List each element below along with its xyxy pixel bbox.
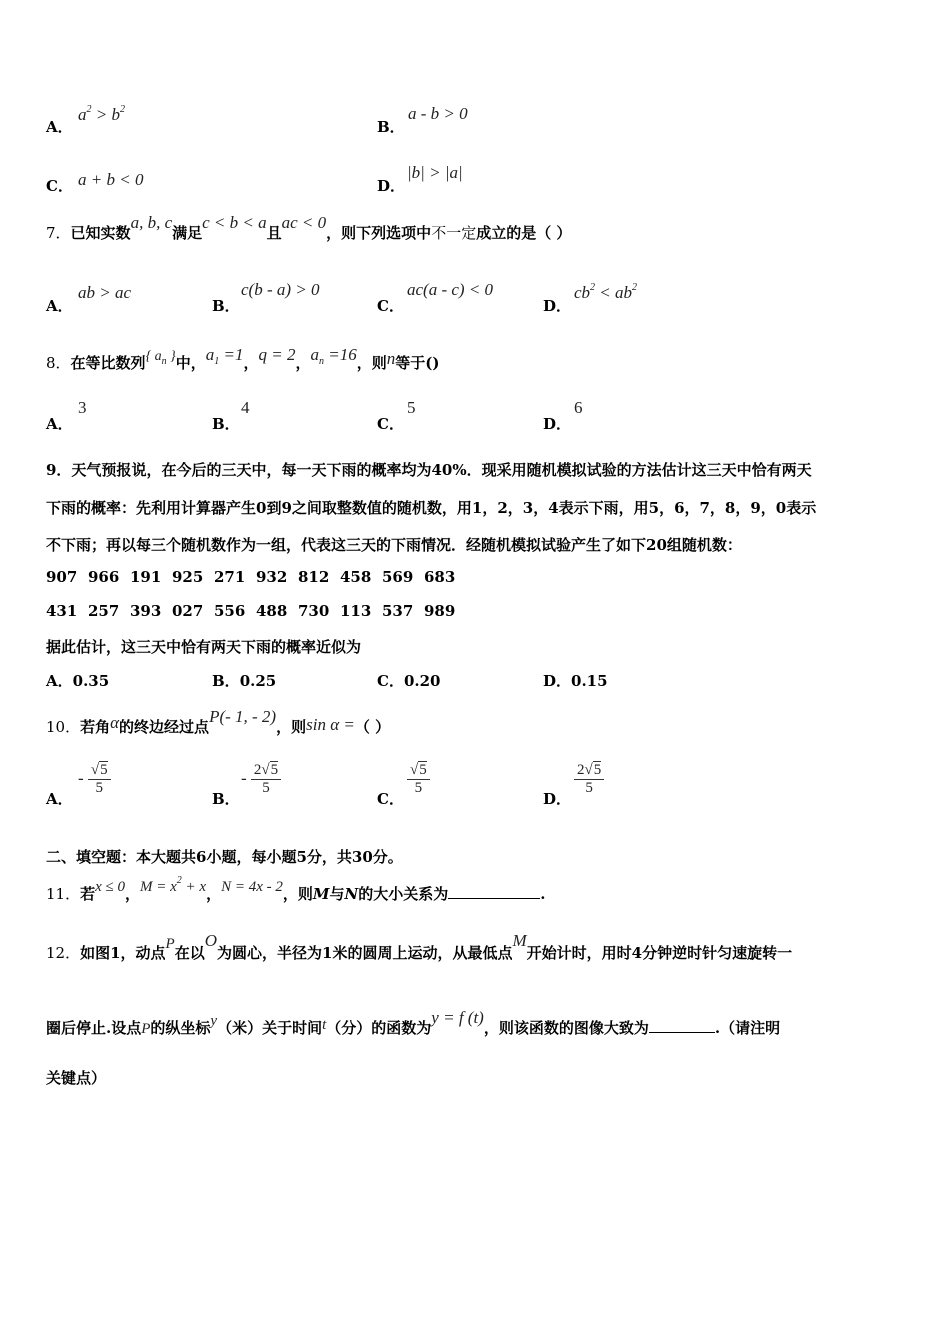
q7-number: 7． xyxy=(46,224,71,242)
q7-text-4: ，则下列选项中 xyxy=(326,224,432,242)
q8-option-c-value: 5 xyxy=(407,398,416,417)
q7-option-a-expr: ab > ac xyxy=(78,283,132,302)
q10-b-num: 2√5 xyxy=(251,762,281,780)
q6-option-c-label: C． xyxy=(46,177,73,195)
q8-text-2: 中， xyxy=(175,354,206,372)
q6-option-b-expr: a - b > 0 xyxy=(408,104,468,123)
q10-d-den: 5 xyxy=(585,780,593,796)
q8-text-1: 在等比数列 xyxy=(70,354,146,372)
q9-line-3: 不下雨；再以每三个随机数作为一组，代表这三天的下雨情况．经随机模拟试验产生了如下20组随机数： xyxy=(46,536,742,554)
q8-seq-open: { a xyxy=(145,349,162,364)
q10-b-coef: 2 xyxy=(253,762,262,778)
q12-answer-blank[interactable] xyxy=(649,1032,715,1033)
q7-text-1: 已知实数 xyxy=(70,224,131,242)
q10-text-3: ，则 xyxy=(276,718,307,736)
q8-q xyxy=(259,345,296,364)
q8-question xyxy=(46,345,440,375)
q7-cond1: c < b < a xyxy=(202,213,267,232)
q8-a1-sub: 1 xyxy=(214,356,220,367)
q9-conclusion: 据此估计，这三天中恰有两天下雨的概率近似为 xyxy=(46,638,362,656)
q8-option-b-label: B． xyxy=(212,415,240,433)
q11-m-bold: M xyxy=(312,885,330,903)
q10-d-coef: 2 xyxy=(577,762,585,778)
q8-an-val: =16 xyxy=(324,345,357,364)
q8-option-d-value: 6 xyxy=(574,398,583,417)
q7-option-c-label: C． xyxy=(377,297,404,315)
q9-num: 907 xyxy=(46,568,78,586)
q12-line-3: 关键点） xyxy=(46,1069,107,1087)
q12-text-10: .（请注明 xyxy=(714,1019,781,1037)
q6-a-base-b: b xyxy=(111,105,120,124)
q12-text-5: 圈后停止.设点 xyxy=(46,1019,142,1037)
q9-num: 191 xyxy=(130,568,162,586)
q9-num: 113 xyxy=(340,602,372,620)
q9-option-a-value: 0.35 xyxy=(72,672,110,690)
q7-d-part-b: < ab xyxy=(595,283,633,302)
q9-num: 271 xyxy=(214,568,246,586)
q8-an xyxy=(310,345,357,367)
q9-random-row-1 xyxy=(46,568,466,586)
q9-num: 458 xyxy=(340,568,372,586)
q7-text-6: 成立的是（ ） xyxy=(476,224,572,242)
q12-line-1 xyxy=(46,931,793,963)
q7-option-d-label: D． xyxy=(543,297,572,315)
q10-a-fraction xyxy=(88,762,111,797)
q10-c-fraction xyxy=(407,762,430,797)
q10-text-1: 若角 xyxy=(80,718,111,736)
q8-q-var: q xyxy=(258,345,268,364)
q11-comma-2: ， xyxy=(206,885,222,903)
q8-option-d-label: D． xyxy=(543,415,572,433)
q9-num: 393 xyxy=(130,602,162,620)
q9-option-d xyxy=(543,670,608,691)
q10-c-rad: 5 xyxy=(419,762,427,778)
q8-option-c-label: C． xyxy=(377,415,404,433)
q6-option-a-expr xyxy=(78,104,125,125)
q8-seq-close: } xyxy=(166,349,176,364)
q12-text-3: 为圆心，半径为1米的圆周上运动，从最低点 xyxy=(217,944,513,962)
q10-text-4: （ ） xyxy=(354,718,391,736)
q10-option-c-expr xyxy=(407,762,430,797)
q8-comma-2: ， xyxy=(295,354,311,372)
q9-num: 569 xyxy=(382,568,414,586)
q6-option-c-expr: a + b < 0 xyxy=(78,170,144,189)
q12-p: P xyxy=(165,936,175,952)
q9-option-c-value: 0.20 xyxy=(403,672,441,690)
q9-num: 257 xyxy=(88,602,120,620)
q7-option-a-label: A． xyxy=(46,297,73,315)
q7-d-part-a: cb xyxy=(574,283,591,302)
q9-num: 925 xyxy=(172,568,204,586)
q10-text-2: 的终边经过点 xyxy=(119,718,210,736)
q10-c-num: √5 xyxy=(407,762,430,780)
q11-question xyxy=(46,875,546,904)
q9-option-a-label: A． xyxy=(46,672,73,690)
q10-point: P(- 1, - 2) xyxy=(209,707,277,726)
q9-num: 932 xyxy=(256,568,288,586)
q12-text-9: ，则该函数的图像大致为 xyxy=(483,1019,649,1037)
q8-number: 8． xyxy=(46,354,71,372)
q7-cond2: ac < 0 xyxy=(281,213,327,232)
q7-option-b-expr: c(b - a) > 0 xyxy=(241,280,320,299)
q9-num: 537 xyxy=(382,602,414,620)
q12-number: 12． xyxy=(46,944,81,962)
q12-t: t xyxy=(322,1017,327,1033)
q8-n: n xyxy=(386,349,396,368)
q10-b-fraction xyxy=(251,762,281,797)
q8-option-a-label: A． xyxy=(46,415,73,433)
q9-num: 556 xyxy=(214,602,246,620)
q7-option-d-expr xyxy=(574,282,637,303)
q11-m-tail: + x xyxy=(181,879,207,895)
q12-text-8: （分）的函数为 xyxy=(326,1019,432,1037)
q8-q-val: = 2 xyxy=(267,345,296,364)
q9-num: 730 xyxy=(298,602,330,620)
q9-option-c-label: C． xyxy=(377,672,404,690)
q11-m-expr: M = x xyxy=(140,879,177,895)
q8-seq-sub: n xyxy=(161,356,167,367)
q10-d-num: 2√5 xyxy=(574,762,604,780)
q6-a-op: > xyxy=(91,105,112,124)
q9-num: 989 xyxy=(424,602,456,620)
q10-a-num: √5 xyxy=(88,762,111,780)
q8-comma-1: ， xyxy=(243,354,259,372)
q9-line-1: 9．天气预报说，在今后的三天中，每一天下雨的概率均为40%．现采用随机模拟试验的方法估计这三天中恰有两天 xyxy=(46,461,812,479)
q12-p2: P xyxy=(141,1021,151,1037)
q7-question xyxy=(46,213,572,243)
q12-m: M xyxy=(512,931,527,950)
q8-option-a-value: 3 xyxy=(78,398,87,417)
q11-text-2: ，则 xyxy=(282,885,313,903)
section-2-title: 二、填空题：本大题共6小题，每小题5分，共30分。 xyxy=(46,848,403,866)
q9-num: 966 xyxy=(88,568,120,586)
q12-text-2: 在以 xyxy=(174,944,205,962)
q12-line-2 xyxy=(46,1008,781,1038)
q10-a-den: 5 xyxy=(95,780,104,796)
q7-text-5: 不一定 xyxy=(431,224,477,242)
q11-text-4: 的大小关系为 xyxy=(358,885,449,903)
q10-number: 10． xyxy=(46,718,81,736)
q6-option-b-label: B． xyxy=(377,118,405,136)
q10-d-rad: 5 xyxy=(593,762,602,778)
q6-option-d-label: D． xyxy=(377,177,406,195)
q12-text-1: 如图1，动点 xyxy=(80,944,166,962)
q6-option-d-expr: |b| > |a| xyxy=(407,163,463,182)
q9-option-c xyxy=(377,670,441,691)
q9-num: 488 xyxy=(256,602,288,620)
q9-option-b-label: B． xyxy=(212,672,240,690)
q9-option-d-value: 0.15 xyxy=(571,672,608,690)
q6-option-a-label: A． xyxy=(46,118,73,136)
q11-comma-1: ， xyxy=(125,885,141,903)
q10-option-a-label: A． xyxy=(46,790,73,808)
q8-text-4: 等于() xyxy=(395,354,440,372)
q7-vars: a, b, c xyxy=(130,213,173,232)
q8-seq xyxy=(145,349,176,367)
q10-c-den: 5 xyxy=(414,780,423,796)
q11-text-1: 若 xyxy=(80,885,96,903)
q11-m-exp: 2 xyxy=(176,875,182,886)
q12-text-6: 的纵坐标 xyxy=(150,1019,211,1037)
q9-option-a xyxy=(46,670,109,691)
q10-expr: sin α = xyxy=(306,715,355,734)
q8-option-b-value: 4 xyxy=(241,398,250,417)
q8-text-3: ，则 xyxy=(356,354,387,372)
q10-a-rad: 5 xyxy=(100,762,108,778)
q12-func: y = f (t) xyxy=(431,1008,484,1027)
q11-number: 11． xyxy=(46,885,81,903)
q10-option-b-expr xyxy=(241,762,281,797)
q10-a-sign: - xyxy=(78,768,84,788)
q10-d-fraction xyxy=(574,762,604,797)
q10-b-den: 5 xyxy=(262,780,270,796)
q7-option-b-label: B． xyxy=(212,297,240,315)
q11-cond: x ≤ 0 xyxy=(95,879,125,895)
q9-line-2: 下雨的概率：先利用计算器产生0到9之间取整数值的随机数，用1，2，3，4表示下雨，用5，6，7，8，9，0表示 xyxy=(46,499,817,517)
q8-an-var: a xyxy=(310,345,320,364)
q12-text-4: 开始计时，用时4分钟逆时针匀速旋转一 xyxy=(526,944,793,962)
q8-a1-val: =1 xyxy=(219,345,244,364)
q10-alpha: α xyxy=(110,713,120,732)
q11-text-5: . xyxy=(540,885,546,903)
q8-an-sub: n xyxy=(319,356,325,367)
q10-option-c-label: C． xyxy=(377,790,404,808)
q11-n-bold: N xyxy=(344,885,359,903)
q7-d-exp-a: 2 xyxy=(590,282,596,293)
q7-d-exp-b: 2 xyxy=(632,282,638,293)
q9-num: 431 xyxy=(46,602,78,620)
q8-a1 xyxy=(205,345,244,367)
q9-option-b xyxy=(212,670,276,691)
q11-answer-blank[interactable] xyxy=(448,898,540,899)
q10-option-a-expr xyxy=(78,762,111,797)
q9-num: 812 xyxy=(298,568,330,586)
q6-a-exp-b: 2 xyxy=(119,104,125,115)
q6-a-exp: 2 xyxy=(86,104,92,115)
q12-y: y xyxy=(210,1013,218,1029)
q6-a-base: a xyxy=(78,105,87,124)
q11-text-3: 与 xyxy=(329,885,345,903)
q9-num: 683 xyxy=(424,568,456,586)
q12-o: O xyxy=(204,931,218,950)
q10-option-d-label: D． xyxy=(543,790,572,808)
q10-question xyxy=(46,707,391,737)
q10-b-sign: - xyxy=(241,768,247,788)
q9-option-b-value: 0.25 xyxy=(239,672,277,690)
q8-a1-var: a xyxy=(205,345,215,364)
q11-n-def: N = 4x - 2 xyxy=(221,879,283,895)
q10-option-d-expr xyxy=(574,762,604,797)
q7-text-2: 满足 xyxy=(172,224,203,242)
q7-option-c-expr: ac(a - c) < 0 xyxy=(407,280,494,299)
q10-b-rad: 5 xyxy=(270,762,279,778)
q7-text-3: 且 xyxy=(266,224,282,242)
q11-m-def xyxy=(140,875,207,895)
q12-text-7: （米）关于时间 xyxy=(217,1019,323,1037)
q9-option-d-label: D． xyxy=(543,672,572,690)
q9-num: 027 xyxy=(172,602,204,620)
q9-random-row-2 xyxy=(46,602,466,620)
q10-option-b-label: B． xyxy=(212,790,240,808)
